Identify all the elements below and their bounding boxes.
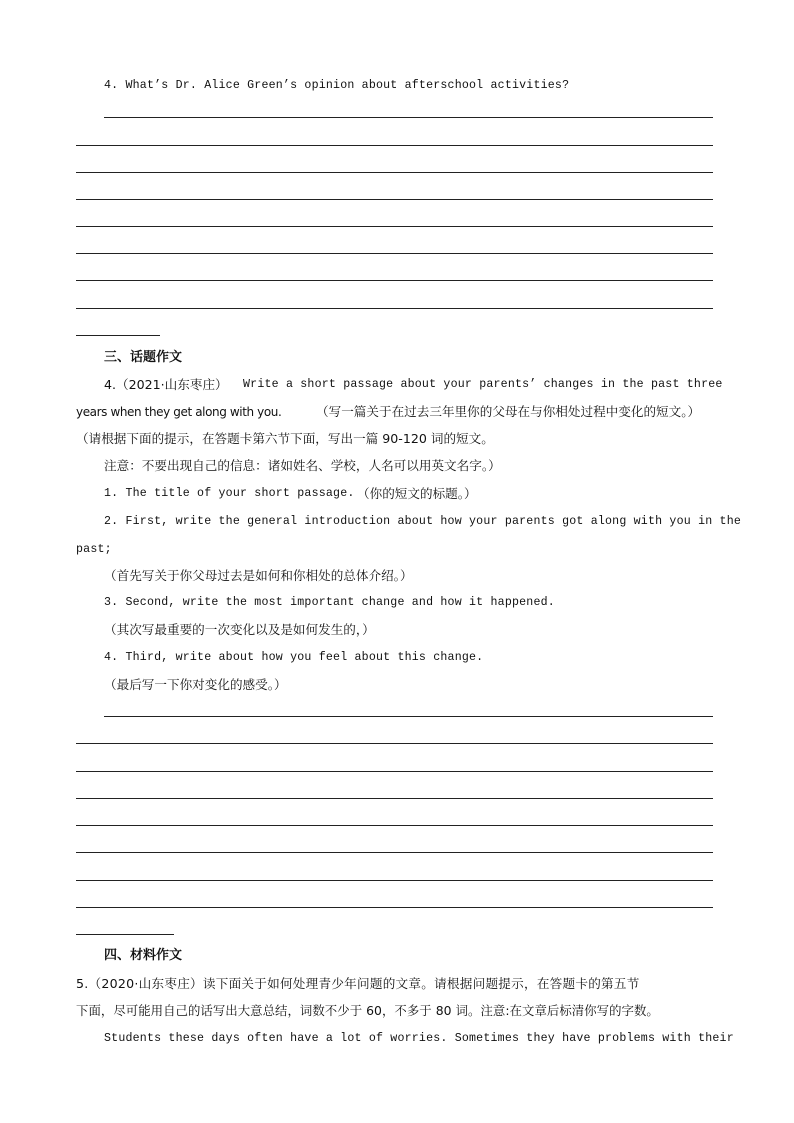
answer-line[interactable] bbox=[76, 907, 713, 908]
answer-line[interactable] bbox=[104, 716, 713, 717]
section-3-notice: 注意：不要出现自己的信息：诸如姓名、学校，人名可以用英文名字。） bbox=[104, 458, 501, 473]
section-3-source: 4.（2021·山东枣庄） bbox=[104, 377, 228, 392]
question-4-text: 4. What’s Dr. Alice Green’s opinion about afterschool activities? bbox=[104, 79, 570, 92]
answer-line[interactable] bbox=[76, 825, 713, 826]
section-divider bbox=[76, 335, 160, 336]
answer-line[interactable] bbox=[76, 852, 713, 853]
answer-line[interactable] bbox=[76, 880, 713, 881]
section-4-prompt-line-1: 5.（2020·山东枣庄）读下面关于如何处理青少年问题的文章。请根据问题提示，在答题卡的第五节 bbox=[76, 976, 640, 991]
answer-line[interactable] bbox=[76, 253, 713, 254]
item-1-en: 1. The title of your short passage. bbox=[104, 487, 355, 500]
item-2-en-line-2: past; bbox=[76, 543, 112, 556]
answer-line[interactable] bbox=[76, 199, 713, 200]
item-1-cn: （你的短文的标题。） bbox=[357, 486, 477, 501]
answer-line[interactable] bbox=[76, 798, 713, 799]
item-4-en: 4. Third, write about how you feel about this change. bbox=[104, 651, 484, 664]
item-2-en-line-1: 2. First, write the general introduction about how your parents got along with you in the bbox=[104, 515, 742, 528]
section-3-heading: 三、话题作文 bbox=[104, 350, 183, 365]
section-4-heading: 四、材料作文 bbox=[104, 948, 183, 963]
passage-text: Students these days often have a lot of worries. Sometimes they have problems with their bbox=[104, 1032, 734, 1045]
answer-line[interactable] bbox=[104, 117, 713, 118]
answer-line[interactable] bbox=[76, 280, 713, 281]
answer-line[interactable] bbox=[76, 226, 713, 227]
section-3-prompt-cn: （写一篇关于在过去三年里你的父母在与你相处过程中变化的短文。） bbox=[316, 404, 701, 419]
answer-line[interactable] bbox=[76, 743, 713, 744]
section-3-instruction: （请根据下面的提示，在答题卡第六节下面，写出一篇 90-120 词的短文。 bbox=[76, 431, 494, 446]
item-4-cn: （最后写一下你对变化的感受。） bbox=[104, 677, 287, 692]
answer-line[interactable] bbox=[76, 771, 713, 772]
item-2-cn: （首先写关于你父母过去是如何和你相处的总体介绍。） bbox=[104, 568, 413, 583]
answer-line[interactable] bbox=[76, 172, 713, 173]
item-3-cn: （其次写最重要的一次变化以及是如何发生的，） bbox=[104, 622, 375, 637]
item-3-en: 3. Second, write the most important change and how it happened. bbox=[104, 596, 555, 609]
section-4-prompt-line-2: 下面，尽可能用自己的话写出大意总结，词数不少于 60，不多于 80 词。注意:在文章后标清你写的字数。 bbox=[76, 1003, 659, 1018]
section-3-prompt-en: Write a short passage about your parents’ changes in the past three bbox=[243, 378, 723, 391]
answer-line[interactable] bbox=[76, 145, 713, 146]
section-3-prompt-en-2: years when they get along with you. bbox=[76, 405, 282, 419]
section-divider bbox=[76, 934, 174, 935]
answer-line[interactable] bbox=[76, 308, 713, 309]
